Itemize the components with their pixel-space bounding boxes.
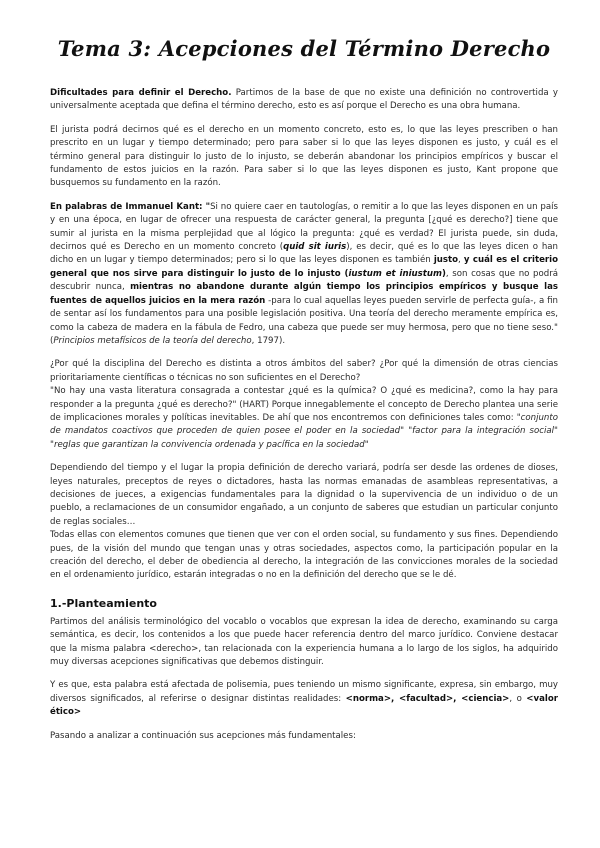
paragraph-difficulties: Dificultades para definir el Derecho. Partimos de la base de que no existe una definición no controvertida y universalmente aceptada que defina el término derecho, esto es así porque el Derecho es una obra humana. [50,88,558,112]
section-heading-planteamiento: 1.-Planteamiento [50,596,157,610]
paragraph-lead: En palabras de Immanuel Kant: " [50,201,211,212]
paragraph-terminology: Partimos del análisis terminológico del vocablo o vocablos que expresan la idea de derecho, examinando su carga semántica, es decir, los contenidos a los que puede hacer referencia dentro del marco jurídico. Conviene destacar que la misma palabra <derecho>, tan relacionada con la experiencia humana a lo largo de los siglos, ha adquirido muy diversas acepciones significativas que debemos distinguir. [50,616,558,668]
citation: Principios metafísicos de la teoría del derecho [53,335,252,346]
paragraph-common-elements: Todas ellas con elementos comunes que tienen que ver con el orden social, su fundamento y sus fines. Dependiendo pues, de la visión del mundo que tengan unas y otras sociedades, aspectos como, la participación popular en la creación del derecho, el deber de obediencia al derecho, la integración de las convicciones morales de la sociedad en el ordenamiento jurídico, estarán integradas o no en la definición del derecho que se le dé. [50,530,558,581]
paragraph-jurist: El jurista podrá decirnos qué es el derecho en un momento concreto, esto es, lo que las leyes prescriben o han prescrito en un lugar y tiempo determinado; pero para saber si lo que las leyes disponen es justo, y cuál es el término general para distinguir lo justo de lo injusto, se deberán abandonar los principios empíricos y buscar el fundamento de estos juicios en la razón. Para saber si lo que las leyes disponen es justo, Kant propone que busquemos su fundamento en la razón. [50,124,558,189]
paragraph-next: Pasando a analizar a continuación sus acepciones más fundamentales: [50,730,356,741]
document-title: Tema 3: Acepciones del Término Derecho [57,36,551,61]
paragraph-variation: Dependiendo del tiempo y el lugar la propia definición de derecho variará, podría ser desde las ordenes de dioses, leyes naturales, preceptos de reyes o dictadores, hasta las normas emanadas de asambleas representativas, a decisiones de jueces, a exigencias fundamentales para la dignidad o la supervivencia de un individuo o de un pueblo, a reclamaciones de un consumidor engañado, a un conjunto de saberes que estudian un particular conjunto de reglas sociales… [50,463,558,527]
paragraph-questions: ¿Por qué la disciplina del Derecho es distinta a otros ámbitos del saber? ¿Por qué la dimensión de otras ciencias prioritariamente científicas o técnicas no son suficientes en el Derecho? "No hay una vasta literatura consagrada a contestar ¿qué es la química? O ¿qué es medicina?, como la hay para responder a la pregunta ¿qué es derecho?" (HART) Porque innegablemente el concepto de Derecho plantea una serie de implicaciones morales y políticas inevitables. De ahí que nos encontremos con definiciones tales como: "conjunto de mandatos coactivos que proceden de quien posee el poder en la sociedad" "factor para la integración social" "reglas que garantizan la convivencia ordenada y pacífica en la sociedad" [50,359,558,450]
paragraph-polysemy: Y es que, esta palabra está afectada de polisemia, pues teniendo un mismo significante, expresa, sin embargo, muy diversos significados, al referirse o designar distintas realidades: <norma>, <facultad>, <ciencia>, o <valor ético> [50,680,558,718]
paragraph-kant-quote: En palabras de Immanuel Kant: "Si no quiere caer en tautologías, o remitir a lo que las leyes disponen en un país y en una época, en lugar de ofrecer una respuesta de carácter general, la pregunta [¿qué es derecho?] tiene que sumir al jurista en la misma perplejidad que al lógico la pregunta: ¿qué es verdad? El jurista puede, sin duda, decirnos qué es Derecho en un momento concreto (quid sit iuris), es decir, qué es lo que las leyes dicen o han dicho en un lugar y tiempo determinados; pero si lo que las leyes disponen es también justo, y cuál es el criterio general que nos sirve para distinguir lo justo de lo injusto (iustum et iniustum), son cosas que no podrá descubrir nunca, mientras no abandone durante algún tiempo los principios empíricos y busque las fuentes de aquellos juicios en la mera razón -para lo cual aquellas leyes pueden servirle de perfecta guía-, a fin de sentar así los fundamentos para una posible legislación positiva. Una teoría del derecho meramente empírica es, como la cabeza de madera en la fábula de Fedro, una cabeza que puede ser muy hermosa, pero que no tiene seso." (Principios metafísicos de la teoría del derecho, 1797). [50,201,559,346]
definitions-quotes: "conjunto de mandatos coactivos que proceden de quien posee el poder en la sociedad" "factor para la integración social" "reglas que garantizan la convivencia ordenada y pacífica en la sociedad" [50,412,558,450]
paragraph-lead: Dificultades para definir el Derecho. [50,88,232,98]
